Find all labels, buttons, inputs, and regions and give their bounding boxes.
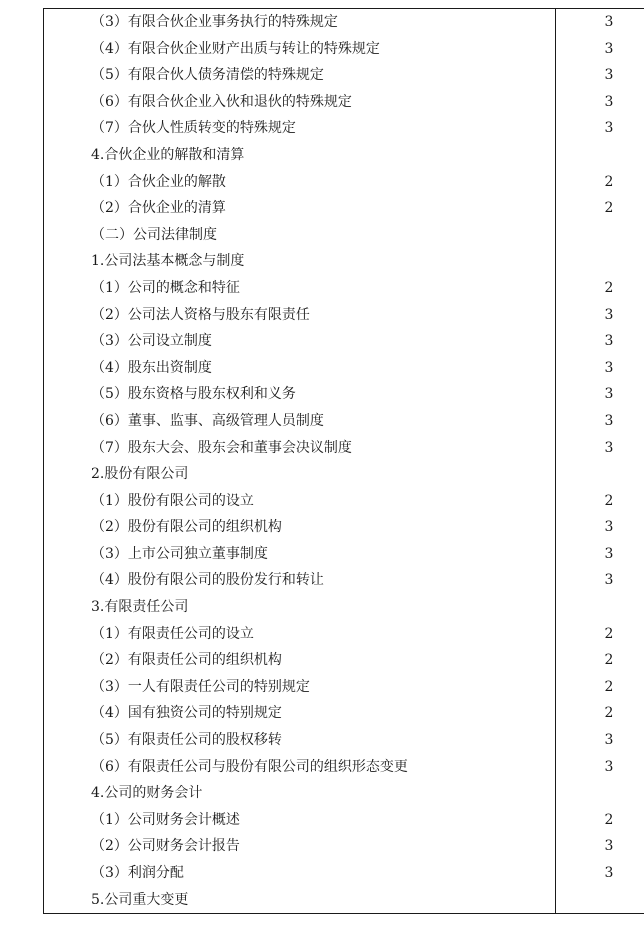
topic-cell: （3）利润分配	[44, 860, 556, 887]
level-cell: 2	[556, 674, 644, 701]
table-row	[44, 328, 644, 355]
topic-cell: （1）公司财务会计概述	[44, 807, 556, 834]
level-cell	[556, 887, 644, 914]
syllabus-table-body	[44, 9, 644, 914]
table-row	[44, 887, 644, 914]
topic-cell: （5）股东资格与股东权利和义务	[44, 381, 556, 408]
level-cell: 2	[556, 275, 644, 302]
level-cell	[556, 222, 644, 249]
level-cell: 3	[556, 833, 644, 860]
topic-cell: （7）股东大会、股东会和董事会决议制度	[44, 435, 556, 462]
table-row	[44, 142, 644, 169]
topic-cell: （3）公司设立制度	[44, 328, 556, 355]
topic-cell: （1）股份有限公司的设立	[44, 488, 556, 515]
table-row	[44, 567, 644, 594]
level-cell: 3	[556, 514, 644, 541]
level-cell: 3	[556, 435, 644, 462]
topic-cell: （2）合伙企业的清算	[44, 195, 556, 222]
topic-cell: （4）有限合伙企业财产出质与转让的特殊规定	[44, 36, 556, 63]
table-row	[44, 435, 644, 462]
level-cell: 3	[556, 860, 644, 887]
level-cell: 3	[556, 328, 644, 355]
level-cell	[556, 461, 644, 488]
level-cell	[556, 248, 644, 275]
topic-cell: （2）股份有限公司的组织机构	[44, 514, 556, 541]
topic-cell: （7）合伙人性质转变的特殊规定	[44, 115, 556, 142]
topic-cell: （5）有限合伙人债务清偿的特殊规定	[44, 62, 556, 89]
table-row	[44, 195, 644, 222]
section-heading-cell: 2.股份有限公司	[44, 461, 556, 488]
level-cell: 2	[556, 195, 644, 222]
table-row	[44, 355, 644, 382]
level-cell: 2	[556, 169, 644, 196]
section-heading-cell: 5.公司重大变更	[44, 887, 556, 914]
table-row	[44, 461, 644, 488]
table-row	[44, 621, 644, 648]
level-cell: 2	[556, 621, 644, 648]
topic-cell: （2）公司财务会计报告	[44, 833, 556, 860]
section-heading-cell: 4.合伙企业的解散和清算	[44, 142, 556, 169]
table-row	[44, 780, 644, 807]
level-cell: 3	[556, 541, 644, 568]
table-row	[44, 488, 644, 515]
topic-cell: （1）公司的概念和特征	[44, 275, 556, 302]
level-cell: 3	[556, 381, 644, 408]
level-cell: 3	[556, 62, 644, 89]
table-row	[44, 594, 644, 621]
table-row	[44, 833, 644, 860]
table-row	[44, 647, 644, 674]
table-row	[44, 62, 644, 89]
section-heading-cell: 4.公司的财务会计	[44, 780, 556, 807]
level-cell: 2	[556, 488, 644, 515]
level-cell: 3	[556, 567, 644, 594]
table-row	[44, 36, 644, 63]
table-row	[44, 9, 644, 36]
table-row	[44, 115, 644, 142]
topic-cell: （4）国有独资公司的特别规定	[44, 700, 556, 727]
topic-cell: （6）有限合伙企业入伙和退伙的特殊规定	[44, 89, 556, 116]
table-row	[44, 89, 644, 116]
topic-cell: （5）有限责任公司的股权移转	[44, 727, 556, 754]
level-cell: 3	[556, 754, 644, 781]
topic-cell: （6）有限责任公司与股份有限公司的组织形态变更	[44, 754, 556, 781]
level-cell: 3	[556, 115, 644, 142]
table-row	[44, 860, 644, 887]
level-cell: 3	[556, 727, 644, 754]
topic-cell: （6）董事、监事、高级管理人员制度	[44, 408, 556, 435]
topic-cell: （3）上市公司独立董事制度	[44, 541, 556, 568]
table-row	[44, 248, 644, 275]
topic-cell: （4）股份有限公司的股份发行和转让	[44, 567, 556, 594]
level-cell	[556, 780, 644, 807]
table-row	[44, 302, 644, 329]
level-cell: 3	[556, 89, 644, 116]
topic-cell: （4）股东出资制度	[44, 355, 556, 382]
table-row	[44, 514, 644, 541]
level-cell: 2	[556, 700, 644, 727]
chapter-heading-cell: （二）公司法律制度	[44, 222, 556, 249]
level-cell	[556, 142, 644, 169]
level-cell: 3	[556, 302, 644, 329]
table-row	[44, 408, 644, 435]
table-row	[44, 727, 644, 754]
level-cell	[556, 594, 644, 621]
level-cell: 3	[556, 408, 644, 435]
level-cell: 3	[556, 36, 644, 63]
table-row	[44, 169, 644, 196]
table-row	[44, 275, 644, 302]
syllabus-table	[43, 8, 644, 914]
table-row	[44, 674, 644, 701]
table-row	[44, 754, 644, 781]
table-row	[44, 807, 644, 834]
table-row	[44, 381, 644, 408]
topic-cell: （1）合伙企业的解散	[44, 169, 556, 196]
level-cell: 2	[556, 647, 644, 674]
topic-cell: （3）有限合伙企业事务执行的特殊规定	[44, 9, 556, 36]
topic-cell: （2）公司法人资格与股东有限责任	[44, 302, 556, 329]
level-cell: 3	[556, 9, 644, 36]
topic-cell: （3）一人有限责任公司的特别规定	[44, 674, 556, 701]
topic-cell: （1）有限责任公司的设立	[44, 621, 556, 648]
section-heading-cell: 3.有限责任公司	[44, 594, 556, 621]
table-row	[44, 541, 644, 568]
section-heading-cell: 1.公司法基本概念与制度	[44, 248, 556, 275]
table-row	[44, 700, 644, 727]
topic-cell: （2）有限责任公司的组织机构	[44, 647, 556, 674]
level-cell: 2	[556, 807, 644, 834]
table-row	[44, 222, 644, 249]
level-cell: 3	[556, 355, 644, 382]
